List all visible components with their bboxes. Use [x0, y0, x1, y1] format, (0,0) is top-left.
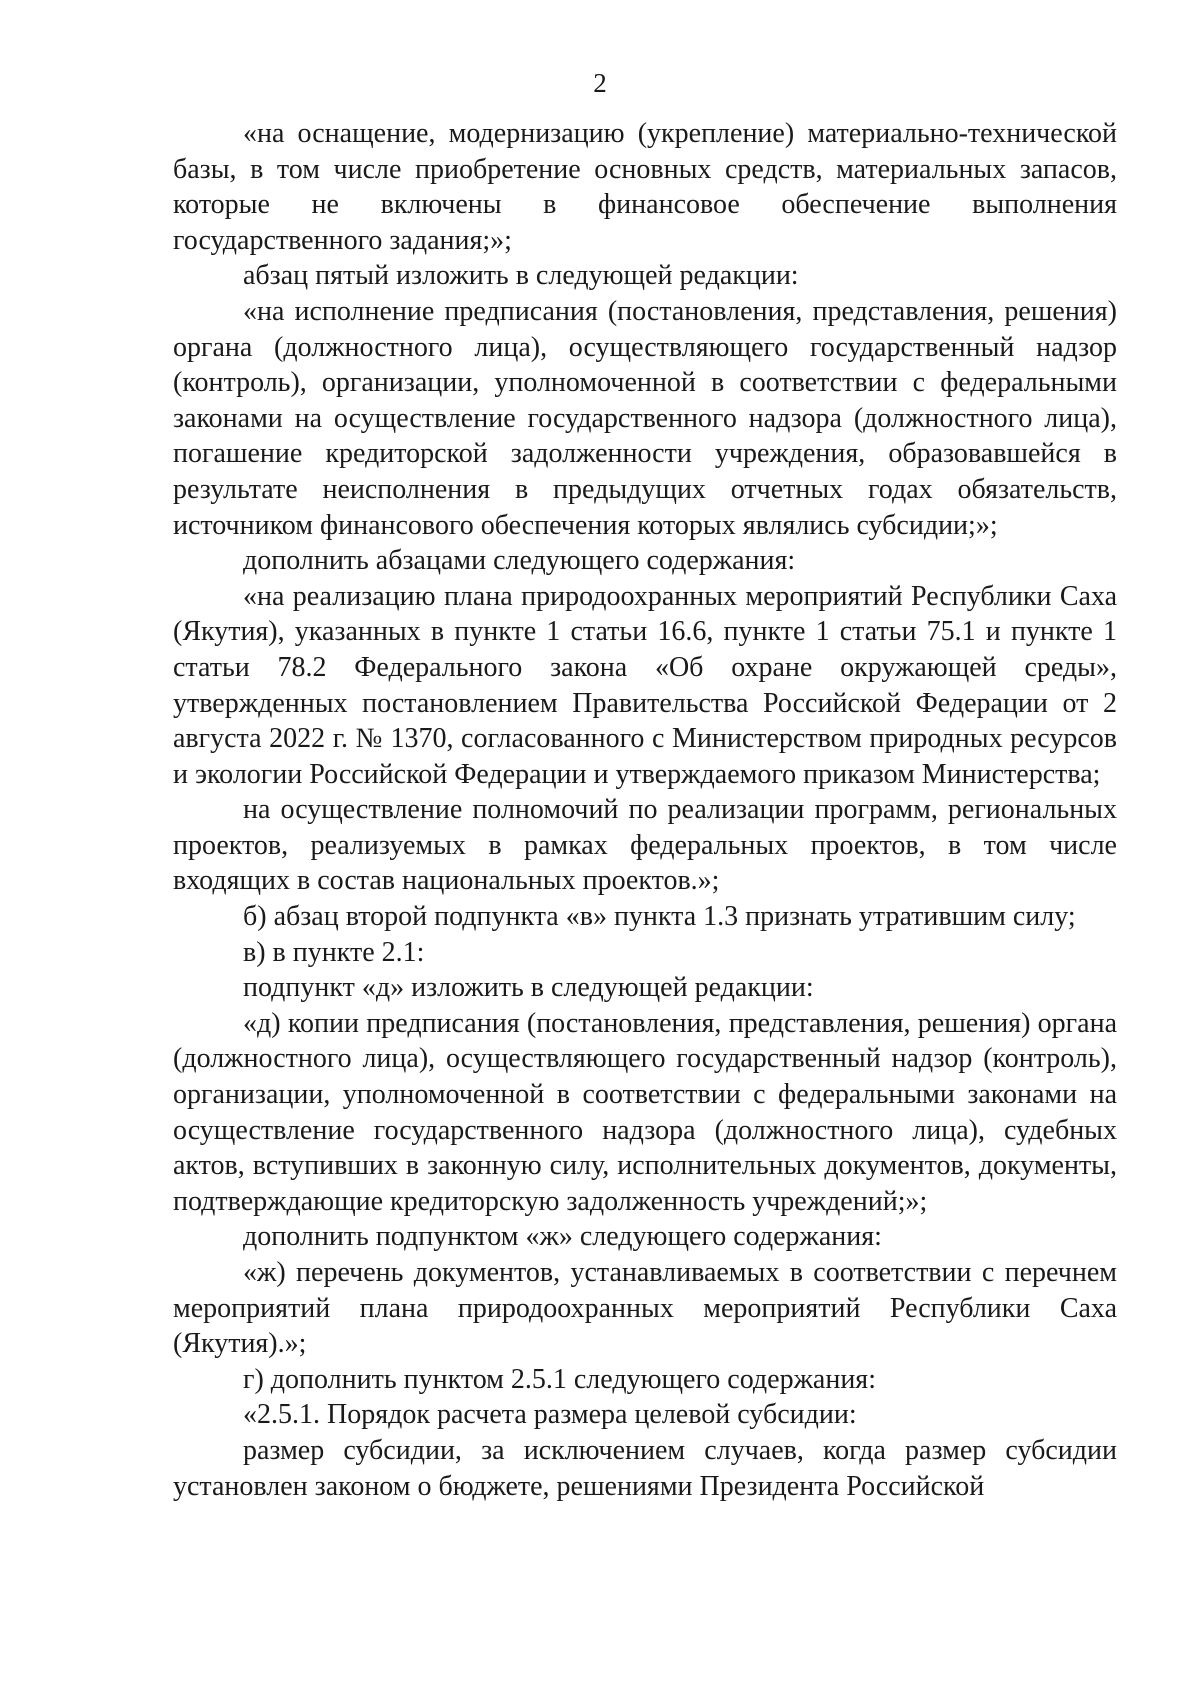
paragraph-2: абзац пятый изложить в следующей редакции: — [243, 260, 799, 292]
paragraph-4: дополнить абзацами следующего содержания: — [243, 545, 796, 577]
paragraph-7: б) абзац второй подпункта «в» пункта 1.3 признать утратившим силу; — [243, 901, 1076, 933]
paragraph-14: «2.5.1. Порядок расчета размера целевой субсидии: — [243, 1399, 857, 1431]
page-number: 2 — [593, 68, 607, 98]
document-body — [173, 116, 1117, 1504]
paragraph-13: г) дополнить пунктом 2.5.1 следующего содержания: — [243, 1363, 876, 1395]
paragraph-10: «д) копии предписания (постановления, представления, решения) органа (должностного лица), осуществляющего государственный надзор (контроль), организации, уполномоченной в соответствии с федеральными законами на осуществление государственного надзора (должностного лица), судебных актов, вступивших в законную силу, исполнительных документов, документы, подтверждающие кредиторскую задолженность учреждений;»; — [173, 1007, 1117, 1217]
paragraph-3: «на исполнение предписания (постановления, представления, решения) органа (должностного лица), осуществляющего государственный надзор (контроль), организации, уполномоченной в соответствии с федеральными законами на осуществление государственного надзора (должностного лица), погашение кредиторской задолженности учреждения, образовавшейся в результате неисполнения в предыдущих отчетных годах обязательств, источником финансового обеспечения которых являлись субсидии;»; — [173, 295, 1117, 541]
paragraph-5: «на реализацию плана природоохранных мероприятий Республики Саха (Якутия), указанных в пункте 1 статьи 16.6, пункте 1 статьи 75.1 и пункте 1 статьи 78.2 Федерального закона «Об охране окружающей среды», утвержденных постановлением Правительства Российской Федерации от 2 августа 2022 г. № 1370, согласованного с Министерством природных ресурсов и экологии Российской Федерации и утверждаемого приказом Министерства; — [173, 580, 1117, 790]
paragraph-9: подпункт «д» изложить в следующей редакции: — [243, 972, 814, 1004]
paragraph-12: «ж) перечень документов, устанавливаемых в соответствии с перечнем мероприятий плана природоохранных мероприятий Республики Саха (Якутия).»; — [173, 1257, 1117, 1360]
paragraph-15: размер субсидии, за исключением случаев, когда размер субсидии установлен законом о бюджете, решениями Президента Российской — [173, 1434, 1117, 1502]
paragraph-6: на осуществление полномочий по реализации программ, региональных проектов, реализуемых в рамках федеральных проектов, в том числе входящих в состав национальных проектов.»; — [173, 794, 1117, 897]
paragraph-11: дополнить подпунктом «ж» следующего содержания: — [243, 1221, 882, 1253]
paragraph-8: в) в пункте 2.1: — [243, 936, 425, 968]
paragraph-1: «на оснащение, модернизацию (укрепление) материально-технической базы, в том числе приобретение основных средств, материальных запасов, которые не включены в финансовое обеспечение выполнения государственного задания;»; — [173, 118, 1117, 256]
